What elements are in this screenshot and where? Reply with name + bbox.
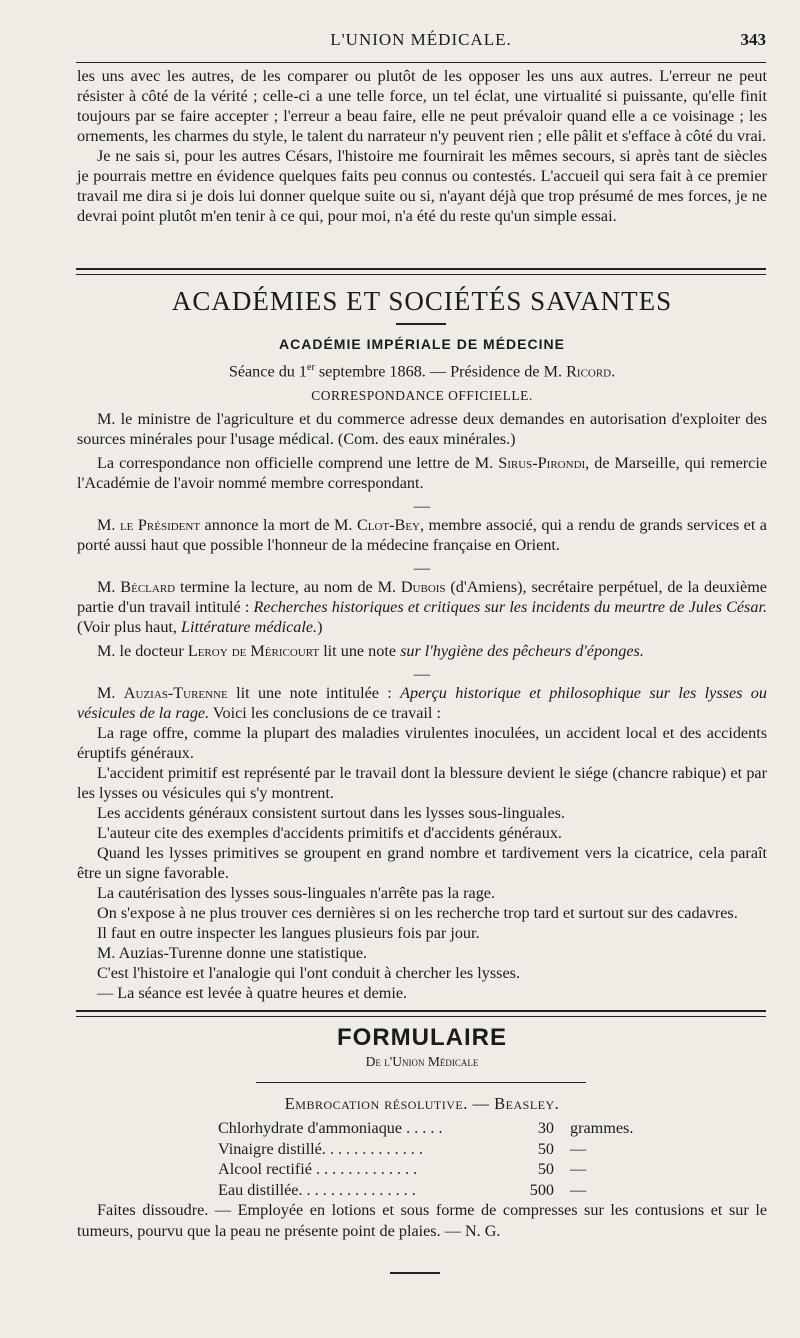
conclusion-item: Quand les lysses primitives se groupent en grand nombre et tardivement vers la cicatrice, cela paraît être un signe favorable. [77,844,767,883]
ingredient-name: Alcool rectifié . . . . . . . . . . . . . [218,1160,418,1178]
formulaire-rule [256,1082,586,1083]
ingredient-qty: 50 [537,1160,554,1178]
seance-end: . [611,362,616,381]
ingredient-name: Chlorhydrate d'ammoniaque . . . . . [218,1119,443,1137]
beclard-ref: Littérature médicale. [181,618,318,637]
intro-text [77,66,767,226]
pres-title: le Président [119,516,201,535]
running-title: L'UNION MÉDICALE. [330,30,512,49]
pres-text-a: M. [97,516,120,535]
auzias-text-a: M. [97,684,124,703]
corr-text-a: La correspondance non officielle comprend une lettre de M. [97,454,499,473]
auzias-text-b: lit une note intitulée : [227,684,401,703]
footer-rule [390,1272,440,1274]
separator-dash-2: — [413,559,431,578]
formulaire-closing: Faites dissoudre. — Employée en lotions et sous forme de compresses sur les contusions et sur le tumeurs, pourvu que la peau ne présente point de plaies. — N. G. [77,1201,767,1240]
ingredient-unit: — [570,1139,587,1158]
ingredient-name: Vinaigre distillé. . . . . . . . . . . . . [218,1139,423,1158]
paragraph-ministre: M. le ministre de l'agriculture et du commerce adresse deux demandes en autorisation d'exploiter des sources minérales pour l'usage médical. (Com. des eaux minérales.) [77,410,767,449]
leroy-text-a: M. le docteur [97,642,188,661]
conclusion-item: On s'expose à ne plus trouver ces dernières si on les recherche trop tard et surtout sur des cadavres. [97,904,738,923]
ingredient-unit: — [570,1180,587,1199]
ingredient-row [218,1139,633,1160]
recipe-author: Beasley. [494,1094,560,1113]
ingredient-qty: 30 [537,1119,554,1137]
ingredient-row [218,1180,633,1201]
leroy-title: sur l'hygiène des pêcheurs d'éponges. [400,642,644,661]
auzias-text-c: Voici les conclusions de ce travail : [209,704,441,723]
formulaire-title: FORMULAIRE [337,1024,507,1051]
conclusion-item: L'auteur cite des exemples d'accidents primitifs et d'accidents généraux. [97,824,562,843]
corr-name: Sirus-Pirondi [498,454,586,473]
ingredient-list [218,1118,633,1200]
paragraph-beclard [77,577,767,637]
dubois-name: Dubois [400,578,446,597]
academy-heading: ACADÉMIE IMPÉRIALE DE MÉDECINE [279,336,565,352]
beclard-text-a: M. [97,578,121,597]
pres-name: Clot-Bey [356,516,420,535]
conclusion-item: C'est l'histoire et l'analogie qui l'ont conduit à chercher les lysses. [97,964,520,983]
conclusion-item: Les accidents généraux consistent surtout dans les lysses sous-linguales. [97,804,565,823]
seance-date: septembre 1868. — Présidence de M. [314,362,567,381]
conclusion-item: L'accident primitif est représenté par le travail dont la blessure devient le siége (chancre rabique) et par les lysses ou vésicules qui s'y montrent. [77,764,767,803]
seance-closing: — La séance est levée à quatre heures et demie. [97,984,408,1003]
auzias-title: Aperçu historique et philosophique sur les lysses ou vésicules de la rage. [77,684,767,723]
intro-paragraph-2: Je ne sais si, pour les autres Césars, l'histoire me fournirait les mêmes secours, si après tant de siècles je pourrais mettre en évidence quelques faits peu connus ou contestés. L'accueil qui sera fait à ce premier travail me dira si je dois lui donner quelque suite ou si, n'ayant déjà que trop présumé de mes forces, je ne devrai point plutôt m'en tenir à ce qui, pour moi, n'a été du reste qu'un simple essai. [77,147,767,225]
beclard-title: Recherches historiques et critiques sur les incidents du meurtre de Jules César. [253,598,767,617]
paragraph-auzias [77,683,767,723]
seance-president: Ricord [566,362,612,381]
ingredient-qty: 50 [537,1139,554,1158]
title-rule [396,323,446,325]
paragraph-correspondance [77,453,767,493]
beclard-text-d: (Voir plus haut, [77,618,182,637]
beclard-name: Béclard [120,578,176,597]
corr-text-b: , de Marseille, qui remercie l'Académie de l'avoir nommé membre correspondant. [77,454,768,493]
section-divider [76,268,766,275]
paragraph-president [77,515,767,555]
formulaire-subtitle: De l'Union Médicale [365,1054,479,1069]
academy-report [77,334,767,1003]
conclusion-item: M. Auzias-Turenne donne une statistique. [97,944,368,963]
recipe-name: Embrocation résolutive. — [284,1094,495,1113]
recipe-title [77,1094,767,1114]
beclard-text-b: termine la lecture, au nom de M. [175,578,401,597]
correspondance-heading: CORRESPONDANCE OFFICIELLE. [311,388,533,404]
page-header [76,30,766,58]
conclusion-item: La cautérisation des lysses sous-linguales n'arrête pas la rage. [97,884,496,903]
ingredient-unit: — [570,1160,587,1178]
leroy-name: Leroy de Méricourt [187,642,320,661]
pres-text-b: annonce la mort de M. [200,516,357,535]
leroy-text-b: lit une note [319,642,401,661]
conclusion-item: La rage offre, comme la plupart des maladies virulentes inoculées, un accident local et des accidents éruptifs généraux. [77,724,767,763]
seance-sup: er [307,362,315,373]
separator-dash-3: — [413,665,431,684]
separator-dash-1: — [413,497,431,516]
pres-text-c: , membre associé, qui a rendu de grands services et a porté aussi haut que possible l'honneur de la médecine française en Orient. [77,516,767,555]
ingredient-name: Eau distillée. . . . . . . . . . . . . . . [218,1180,416,1199]
seance-prefix: Séance du 1 [228,362,308,381]
page-number: 343 [740,30,766,49]
header-rule [76,62,766,63]
intro-paragraph-1: les uns avec les autres, de les comparer ou plutôt de les opposer les uns aux autres. L'erreur ne peut résister à côté de la vérité ; celle-ci a une telle force, un tel éclat, une virtualité si puissante, qu'elle finit toujours par se faire accepter ; l'erreur a beau faire, elle ne peut prévaloir quand elle a ce voisinage ; les ornements, les charmes du style, le talent du narrateur n'y peuvent rien ; elle pâlit et s'efface à côté du vrai. [77,67,767,145]
ingredient-row [218,1118,633,1139]
auzias-name: Auzias-Turenne [123,684,228,703]
ingredient-qty: 500 [529,1180,554,1199]
beclard-text-c: (d'Amiens), secrétaire perpétuel, de la deuxième partie d'un travail intitulé : [77,578,767,617]
ingredient-row [218,1159,633,1180]
ingredient-unit: grammes. [570,1119,634,1137]
beclard-text-e: ) [317,618,323,637]
paragraph-leroy [77,641,767,661]
section-title: ACADÉMIES ET SOCIÉTÉS SAVANTES [171,286,673,316]
conclusion-item: Il faut en outre inspecter les langues plusieurs fois par jour. [97,924,480,943]
seance-line [77,358,767,381]
formulaire-divider [76,1010,766,1017]
